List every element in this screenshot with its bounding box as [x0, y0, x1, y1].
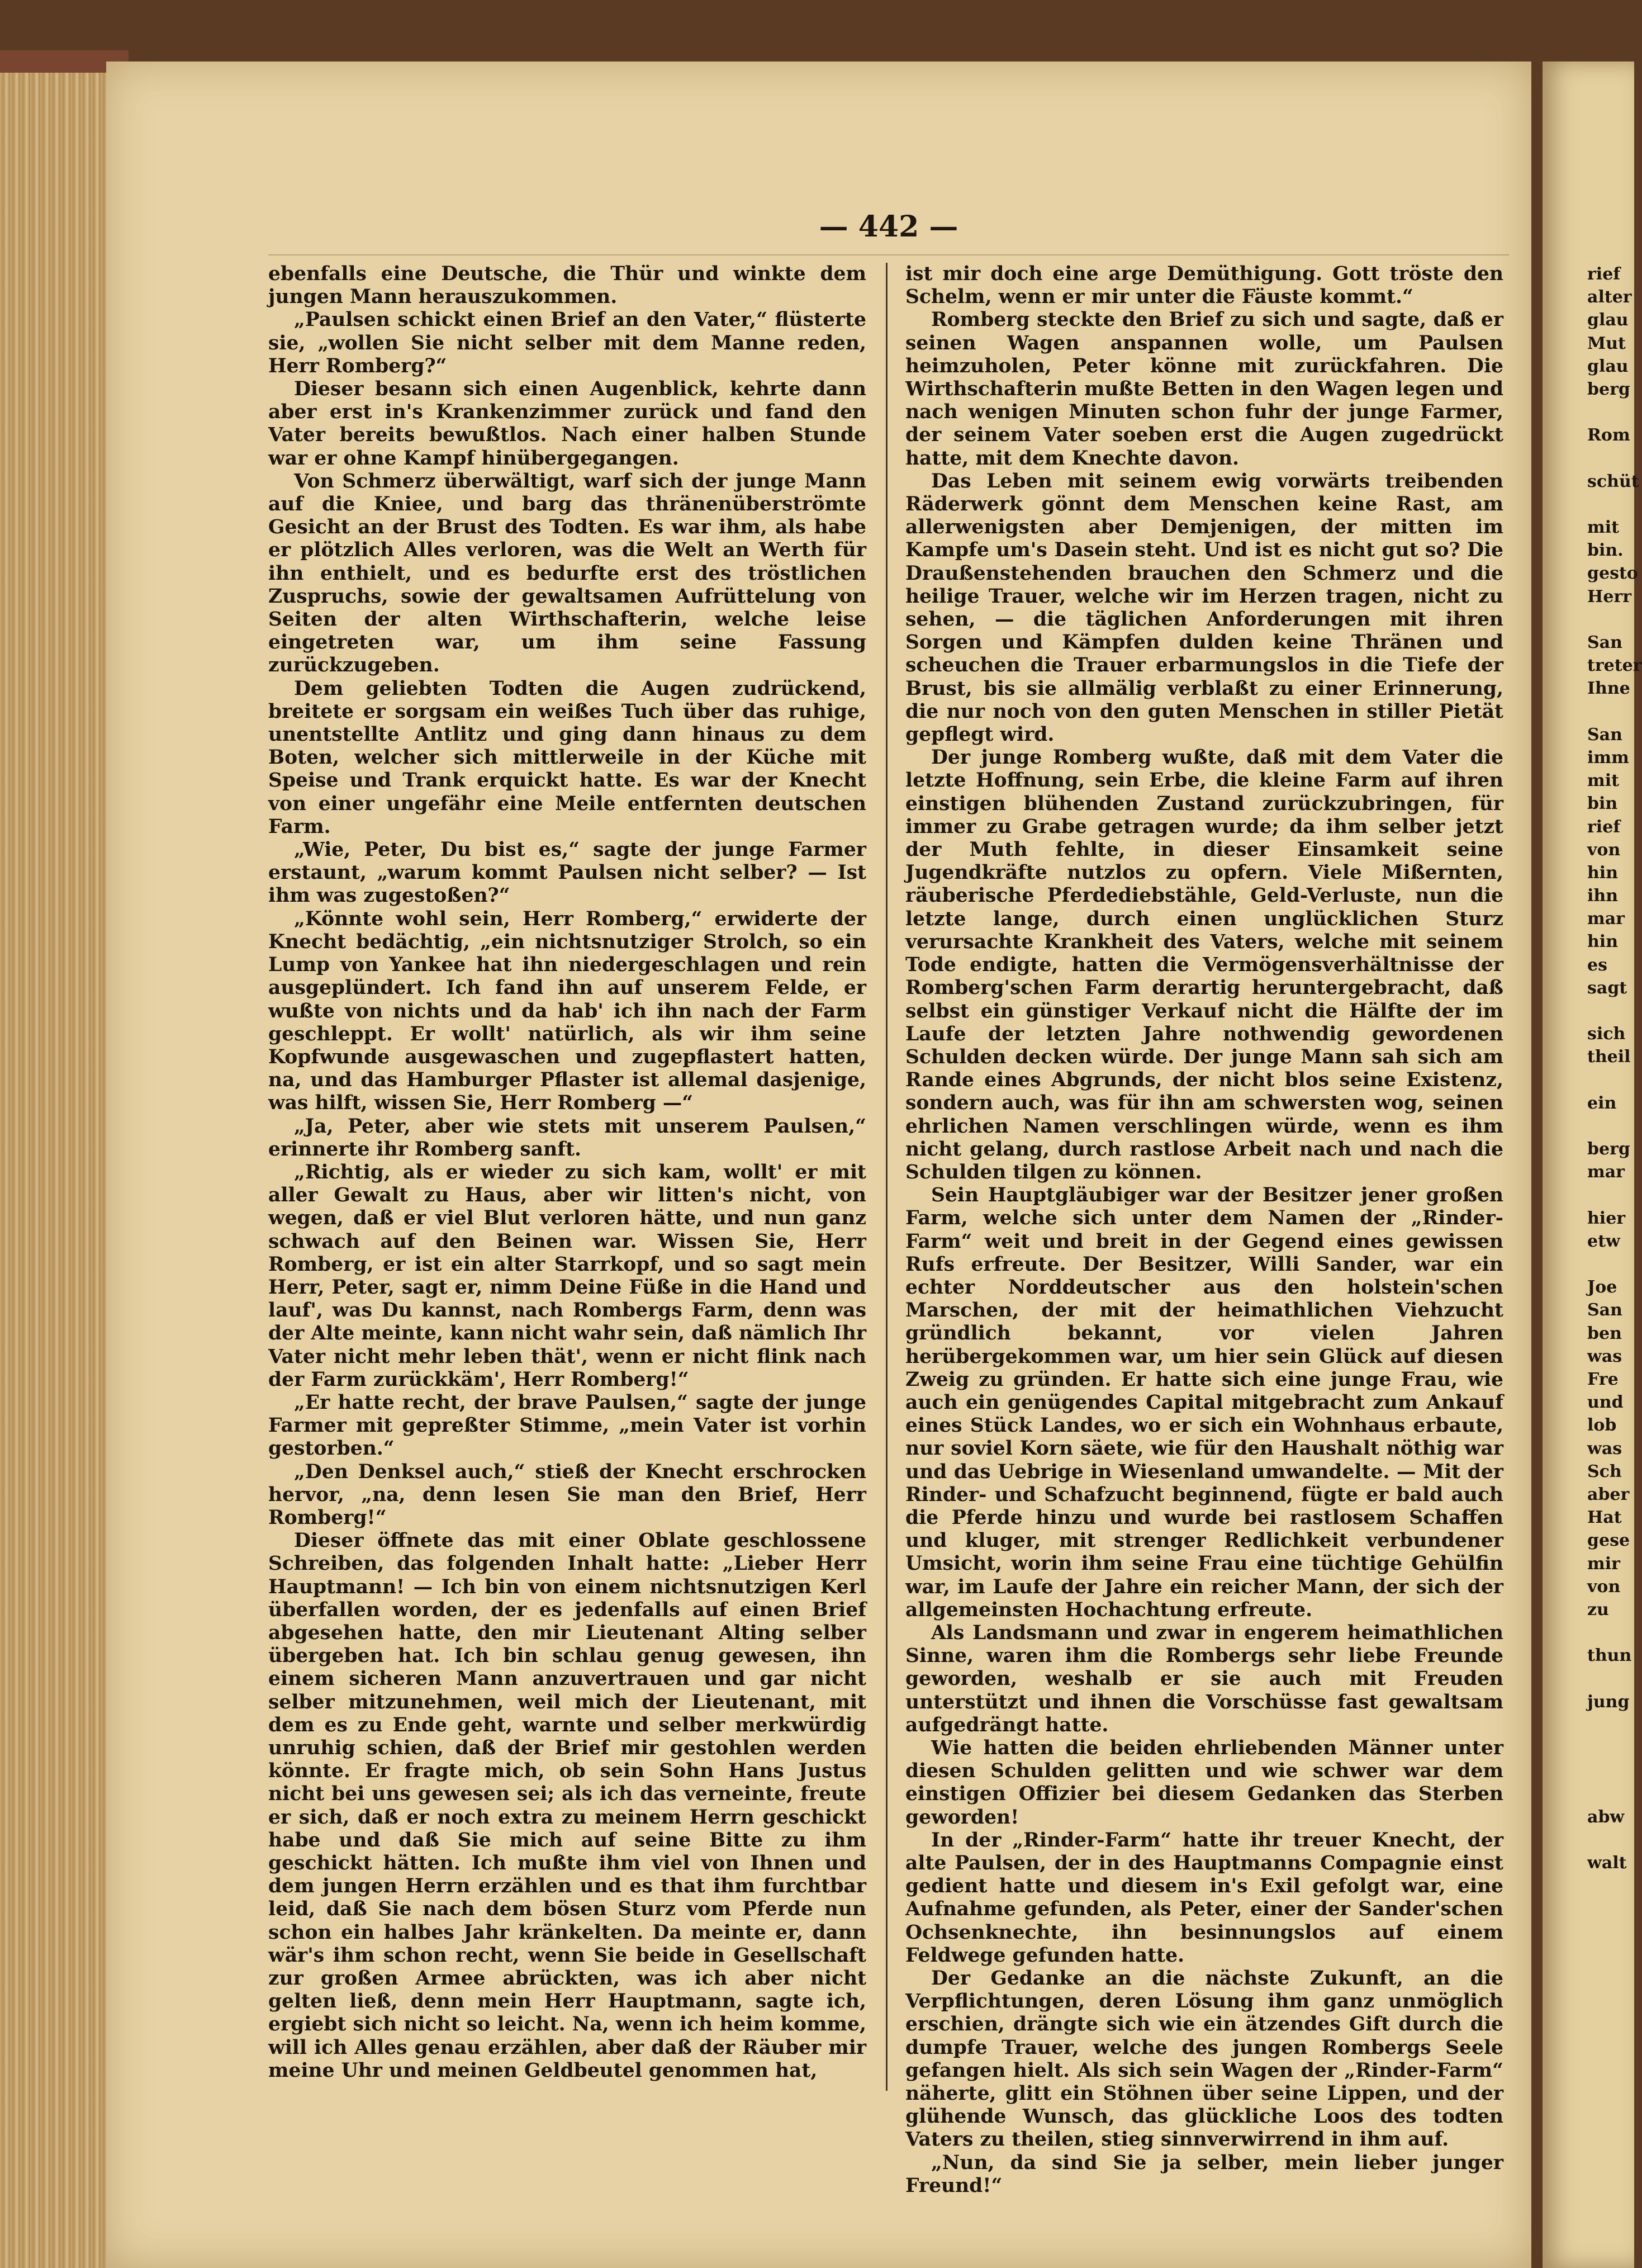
paragraph: Von Schmerz überwältigt, warf sich der junge Mann auf die Kniee, und barg das thränenüberströmte Gesicht an der Brust des Todten. Es war ihm, als habe er plötzlich Alles verloren, was die Welt an Werth für ihn enthielt, und es bedurfte erst des tröstlichen Zuspruchs, sowie der gewaltsamen Aufrüttelung von Seiten der alten Wirthschafterin, welche leise eingetreten war, um ihm seine Fassung zurückzugeben. [268, 470, 866, 677]
book-page-stack [0, 73, 112, 2268]
next-page-fragment [1587, 1000, 1634, 1022]
next-page-fragment: schüt [1587, 471, 1639, 491]
next-page-fragment: Ihne [1587, 679, 1630, 699]
next-page-fragment: glau [1587, 356, 1629, 376]
next-page-fragment: Hat [1587, 1508, 1622, 1528]
paragraph: „Paulsen schickt einen Brief an den Vater,“ flüsterte sie, „wollen Sie nicht selber mit dem Manne reden, Herr Romberg?“ [268, 309, 866, 377]
next-page-fragment [1587, 1736, 1634, 1759]
next-page-fragment [1587, 1667, 1634, 1690]
next-page-fragment: hin [1587, 932, 1619, 952]
next-page-fragment: mit [1587, 518, 1619, 538]
next-page-fragment: hin [1587, 863, 1619, 883]
next-page-fragment: berg [1587, 379, 1630, 399]
next-page-fragment: treter [1587, 656, 1642, 676]
next-page-fragment [1587, 700, 1634, 723]
next-page-fragment: Herr [1587, 586, 1632, 607]
page-number: — 442 — [819, 210, 958, 244]
next-page-fragment: Mut [1587, 333, 1626, 353]
next-page-fragment: theil [1587, 1047, 1631, 1067]
paragraph: Dieser öffnete das mit einer Oblate geschlossene Schreiben, das folgenden Inhalt hatte: „Lieber Herr Hauptmann! — Ich bin von einem nichtsnutzigen Kerl überfallen worden, der es jedenfalls auf einen Brief abgesehen hatte, den mir Lieutenant Alting selber übergeben hat. Ich bin schlau genug gewesen, ihn einem sicheren Mann anzuvertrauen und gar nicht selber mitzunehmen, weil mich der Lieutenant, mit dem es zu Ende geht, warnte und selber merkwürdig unruhig schien, daß der Brief mir gestohlen werden könnte. Er fragte mich, ob sein Sohn Hans Justus nicht bei uns gewesen sei; als ich das verneinte, freute er sich, daß er noch extra zu meinem Herrn geschickt habe und daß Sie mich auf seine Bitte zu ihm geschickt hätten. Ich mußte ihm viel von Ihnen und dem jungen Herrn erzählen und es that ihm furchtbar leid, daß Sie nach dem bösen Sturz vom Pferde nun schon ein halbes Jahr kränkelten. Da meinte er, dann wär's ihm schon recht, wenn Sie beide in Gesellschaft zur großen Armee abrückten, was ich aber nicht gelten ließ, denn mein Herr Hauptmann, sagte ich, ergiebt sich nicht so leicht. Na, wenn ich heim komme, will ich Alles genau erzählen, aber daß der Räuber mir meine Uhr und meinen Geldbeutel genommen hat, [268, 1530, 866, 2082]
next-page-fragment: von [1587, 1576, 1621, 1597]
paragraph: Dem geliebten Todten die Augen zudrückend, breitete er sorgsam ein weißes Tuch über das ruhige, unentstellte Antlitz und ging dann hinaus zu dem Boten, welcher sich mittlerweile in der Küche mit Speise und Trank erquickt hatte. Es war der Knecht von einer ungefähr eine Meile entfernten deutschen Farm. [268, 677, 866, 838]
next-page-fragment: walt [1587, 1853, 1627, 1873]
next-page-fragment [1587, 1759, 1634, 1782]
paragraph: „Er hatte recht, der brave Paulsen,“ sagte der junge Farmer mit gepreßter Stimme, „mein Vater ist vorhin gestorben.“ [268, 1391, 866, 1460]
paragraph: „Wie, Peter, Du bist es,“ sagte der junge Farmer erstaunt, „warum kommt Paulsen nicht selber? — Ist ihm was zugestoßen?“ [268, 839, 866, 907]
next-page-fragment: hier [1587, 1208, 1626, 1228]
next-page-fragment [1587, 608, 1634, 631]
next-page-fragment: aber [1587, 1484, 1630, 1504]
next-page-fragment: mir [1587, 1554, 1620, 1574]
column-divider [886, 263, 888, 2091]
next-page-fragment: sagt [1587, 978, 1627, 998]
next-page-fragment: ein [1587, 1093, 1617, 1113]
next-page-fragment: thun [1587, 1646, 1632, 1666]
paragraph: Dieser besann sich einen Augenblick, kehrte dann aber erst in's Krankenzimmer zurück und fand den Vater bereits bewußtlos. Nach einer halben Stunde war er ohne Kampf hinübergegangen. [268, 378, 866, 470]
next-page-fragment: rief [1587, 817, 1621, 837]
next-page-fragment: San [1587, 1300, 1622, 1320]
next-page-fragment [1587, 1253, 1634, 1276]
next-page-fragment: mit [1587, 771, 1619, 791]
next-page-fragment: zu [1587, 1599, 1609, 1620]
next-page-fragment: lob [1587, 1415, 1617, 1436]
paragraph: Als Landsmann und zwar in engerem heimathlichen Sinne, waren ihm die Rombergs sehr liebe Freunde geworden, weshalb er sie auch mit Freuden unterstützt und ihnen die Vorschüsse fast gewaltsam aufgedrängt hatte. [905, 1621, 1503, 1736]
right-text-column [905, 263, 1503, 2197]
paragraph: Wie hatten die beiden ehrliebenden Männer unter diesen Schulden gelitten und wie schwer war dem einstigen Offizier bei diesem Gedanken das Sterben geworden! [905, 1737, 1503, 1829]
next-page-fragment: berg [1587, 1139, 1630, 1159]
paragraph: „Richtig, als er wieder zu sich kam, wollt' er mit aller Gewalt zu Haus, aber wir litten's nicht, von wegen, daß er viel Blut verloren hätte, und nun ganz schwach auf den Beinen war. Wissen Sie, Herr Romberg, er ist ein alter Starrkopf, und so sagt mein Herr, Peter, sagt er, nimm Deine Füße in die Hand und lauf', was Du kannst, nach Rombergs Farm, denn was der Alte meinte, kann nicht wahr sein, daß nämlich Ihr Vater nicht mehr leben thät', wenn er nicht flink nach der Farm zurückkäm', Herr Romberg!“ [268, 1161, 866, 1391]
next-page-fragment: etw [1587, 1231, 1620, 1251]
paragraph: „Nun, da sind Sie ja selber, mein lieber junger Freund!“ [905, 2151, 1503, 2197]
next-page-fragment [1587, 1069, 1634, 1092]
next-page-fragment: abw [1587, 1807, 1625, 1827]
next-page-fragment: San [1587, 633, 1622, 652]
paragraph: Der Gedanke an die nächste Zukunft, an die Verpflichtungen, deren Lösung ihm ganz unmöglich erschien, drängte sich wie ein ätzendes Gift durch die dumpfe Trauer, welche des jungen Rombergs Seele gefangen hielt. Als sich sein Wagen der „Rinder-Farm“ näherte, glitt ein Stöhnen über seine Lippen, und der glühende Wunsch, das glückliche Loos des todten Vaters zu theilen, stieg sinnverwirrend in ihm auf. [905, 1967, 1503, 2151]
next-page-fragment: Rom [1587, 425, 1630, 446]
paragraph: ebenfalls eine Deutsche, die Thür und winkte dem jungen Mann herauszukommen. [268, 263, 866, 309]
paragraph: ist mir doch eine arge Demüthigung. Gott tröste den Schelm, wenn er mir unter die Fäuste kommt.“ [905, 263, 1503, 309]
next-page-fragment [1587, 1713, 1634, 1736]
next-page-fragment: was [1587, 1346, 1622, 1366]
next-page-fragment: San [1587, 725, 1622, 745]
next-page-fragment: imm [1587, 747, 1629, 768]
next-page-fragment: Sch [1587, 1461, 1622, 1481]
next-page-fragment [1587, 447, 1634, 470]
paragraph: In der „Rinder-Farm“ hatte ihr treuer Knecht, der alte Paulsen, der in des Hauptmanns Compagnie einst gedient hatte und diesem in's Exil gefolgt war, eine Aufnahme gefunden, als Peter, einer der Sander'schen Ochsenknechte, ihn besinnungslos auf einem Feldwege gefunden hatte. [905, 1829, 1503, 1967]
paragraph: Sein Hauptgläubiger war der Besitzer jener großen Farm, welche sich unter dem Namen der „Rinder-Farm“ weit und breit in der Gegend eines gewissen Rufs erfreute. Der Besitzer, Willi Sander, war ein echter Norddeutscher aus den holstein'schen Marschen, der mit der heimathlichen Viehzucht gründlich bekannt, vor vielen Jahren herübergekommen war, um hier sein Glück auf diesen Zweig zu gründen. Er hatte sich eine junge Frau, wie auch ein genügendes Capital mitgebracht zum Ankauf eines Stück Landes, wo er sich ein Wohnhaus erbaute, nur soviel Korn säete, wie für den Haushalt nöthig war und das Uebrige in Wiesenland umwandelte. — Mit der Rinder- und Schafzucht beginnend, fügte er bald auch die Pferde hinzu und wurde bei rastlosem Schaffen und kluger, mit strenger Redlichkeit verbundener Umsicht, worin ihm seine Frau eine tüchtige Gehülfin war, im Laufe der Jahre ein reicher Mann, der sich der allgemeinsten Hochachtung erfreute. [905, 1184, 1503, 1621]
next-page-fragment: Fre [1587, 1370, 1619, 1389]
paragraph: „Den Denksel auch,“ stieß der Knecht erschrocken hervor, „na, denn lesen Sie man den Brief, Herr Romberg!“ [268, 1460, 866, 1529]
next-page-fragment: und [1587, 1393, 1624, 1413]
next-page-fragment: ben [1587, 1323, 1622, 1343]
next-page-fragment: alter [1587, 287, 1632, 307]
next-page-fragment: sich [1587, 1024, 1626, 1044]
paragraph: Das Leben mit seinem ewig vorwärts treibenden Räderwerk gönnt dem Menschen keine Rast, am allerwenigsten aber Demjenigen, der mitten im Kampfe um's Dasein steht. Und ist es nicht gut so? Die Draußenstehenden brauchen den Schmerz und die heilige Trauer, welche wir im Herzen tragen, nicht zu sehen, — die täglichen Anforderungen mit ihren Sorgen und Kämpfen dulden keine Thränen und scheuchen die Trauer erbarmungslos in die Tiefe der Brust, bis sie allmälig verblaßt zu einer Erinnerung, die nur noch von den guten Menschen in stiller Pietät gepflegt wird. [905, 470, 1503, 746]
paragraph: „Könnte wohl sein, Herr Romberg,“ erwiderte der Knecht bedächtig, „ein nichtsnutziger Strolch, so ein Lump von Yankee hat ihn niedergeschlagen und rein ausgeplündert. Ich fand ihn auf unserem Felde, er wußte von nichts und da hab' ich ihn nach der Farm geschleppt. Er wollt' natürlich, als wir ihm seine Kopfwunde ausgewaschen und zugepflastert hatten, na, und das Hamburger Pflaster ist allemal dasjenige, was hilft, wissen Sie, Herr Romberg —“ [268, 907, 866, 1115]
next-page-fragment: was [1587, 1438, 1622, 1459]
next-page-fragment: glau [1587, 310, 1629, 330]
next-page-fragment [1587, 401, 1634, 424]
next-page-fragment [1587, 1829, 1634, 1852]
next-page-fragment [1587, 1621, 1634, 1644]
next-page-fragment: bin. [1587, 541, 1624, 561]
next-page-fragment: jung [1587, 1692, 1630, 1712]
next-page-fragment: mar [1587, 909, 1625, 929]
next-page-fragment: bin [1587, 794, 1618, 814]
next-page-fragment: von [1587, 840, 1621, 860]
next-page-fragment [1587, 1115, 1634, 1138]
next-page-fragment: Joe [1587, 1277, 1617, 1298]
paragraph: Der junge Romberg wußte, daß mit dem Vater die letzte Hoffnung, sein Erbe, die kleine Farm auf ihren einstigen blühenden Zustand zurückzubringen, für immer zu Grabe getragen wurde; da ihm selber jetzt der Muth fehlte, in dieser Einsamkeit seine Jugendkräfte nutzlos zu opfern. Viele Mißernten, räuberische Pferdediebstähle, Geld-Verluste, nun die letzte lange, durch einen unglücklichen Sturz verursachte Krankheit des Vaters, welche mit seinem Tode endigte, hatten die Vermögensverhältnisse der Romberg'schen Farm derartig heruntergebracht, daß selbst ein günstiger Verkauf nicht die Hälfte der im Laufe der letzten Jahre nothwendig gewordenen Schulden decken würde. Der junge Mann sah sich am Rande eines Abgrunds, der nicht blos seine Existenz, sondern auch, was für ihn am schwersten wog, seinen ehrlichen Namen verschlingen würde, wenn es ihm nicht gelang, durch rastlose Arbeit nach und nach die Schulden tilgen zu können. [905, 746, 1503, 1183]
paragraph: „Ja, Peter, aber wie stets mit unserem Paulsen,“ erinnerte ihr Romberg sanft. [268, 1115, 866, 1161]
next-page-fragment: es [1587, 955, 1607, 975]
paragraph: Romberg steckte den Brief zu sich und sagte, daß er seinen Wagen anspannen wolle, um Paulsen heimzuholen, Peter könne mit zurückfahren. Die Wirthschafterin mußte Betten in den Wagen legen und nach wenigen Minuten schon fuhr der junge Farmer, der seinem Vater soeben erst die Augen zugedrückt hatte, mit dem Knechte davon. [905, 309, 1503, 470]
next-page-fragment [1587, 1782, 1634, 1805]
next-page-fragment [1587, 493, 1634, 516]
next-page-fragment: gese [1587, 1531, 1630, 1551]
next-page-fragment: rief [1587, 264, 1621, 284]
top-rule [268, 254, 1509, 255]
next-page-fragment [1587, 1184, 1634, 1207]
left-text-column [268, 263, 866, 2091]
next-page-fragment: ihn [1587, 886, 1619, 906]
next-page-fragment: gesto [1587, 564, 1638, 584]
next-page-text-fragments [1587, 263, 1642, 1874]
next-page-fragment: mar [1587, 1162, 1625, 1182]
